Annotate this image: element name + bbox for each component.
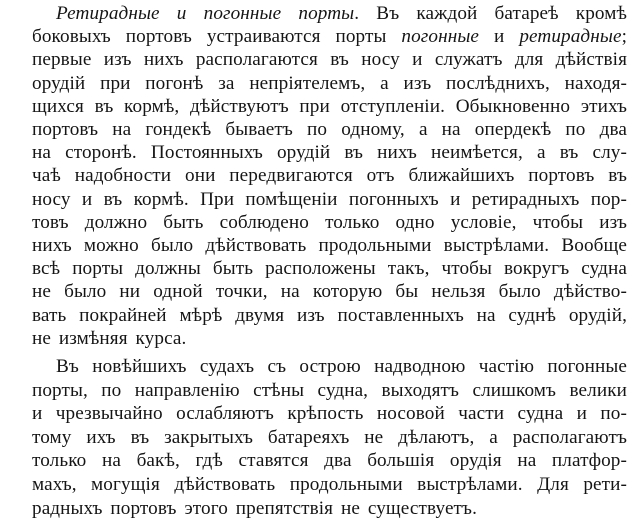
text-line xyxy=(32,163,627,189)
text-line xyxy=(32,472,627,498)
document-page xyxy=(32,0,632,523)
text-line xyxy=(32,71,627,97)
text-run: только на бакѣ, гдѣ ставятся два большія орудія на платфор- xyxy=(32,450,627,472)
text-line xyxy=(56,354,627,380)
text-line xyxy=(32,24,627,50)
text-line xyxy=(32,140,627,166)
text-run: боковыхъ портовъ устраиваются порты xyxy=(32,26,402,48)
text-run: вать покрайней мѣрѣ двумя изъ поставленныхъ на суднѣ орудій, xyxy=(32,304,627,326)
text-run: ; xyxy=(621,26,627,48)
text-run: первые изъ нихъ располагаются въ носу и служатъ для дѣйствія xyxy=(32,49,627,71)
italic-text: погонные xyxy=(401,26,480,48)
text-run: портовъ на гондекѣ бываетъ по одному, а на опердекѣ по два xyxy=(32,119,627,140)
text-line xyxy=(32,256,627,282)
text-run: не было ни одной точки, на которую бы нельзя было дѣйство- xyxy=(32,281,627,303)
text-run: орудій при погонѣ за непріятелемъ, а изъ послѣднихъ, находя- xyxy=(32,72,627,94)
text-line xyxy=(32,117,627,143)
text-run: и чрезвычайно ослабляютъ крѣпость носовой части судна и по- xyxy=(32,403,627,425)
text-run: . Въ каждой батареѣ кромѣ xyxy=(354,3,627,24)
text-line xyxy=(32,187,627,213)
text-run: махъ, могущія дѣйствовать продольными выстрѣлами. Для рети- xyxy=(32,474,627,495)
text-run: товъ должно быть соблюдено только одно условіе, чтобы изъ xyxy=(32,211,627,233)
italic-text: Ретирадные и погонные порты xyxy=(56,3,355,24)
text-line xyxy=(32,448,627,474)
text-line xyxy=(32,303,627,329)
text-line xyxy=(32,233,627,259)
italic-text: ретирадные xyxy=(519,26,622,48)
text-line xyxy=(32,425,627,451)
text-run: порты, по направленію стѣны судна, выходятъ слишкомъ велики xyxy=(32,379,627,401)
text-run: тому ихъ въ закрытыхъ батареяхъ не дѣлаютъ, а располагаютъ xyxy=(32,426,627,448)
text-line xyxy=(32,279,627,305)
text-run: на сторонѣ. Постоянныхъ орудій въ нихъ неимѣется, а въ слу- xyxy=(32,142,627,164)
text-line xyxy=(32,94,627,120)
text-run: носу и въ кормѣ. При помѣщеніи погонныхъ и ретирадныхъ пор- xyxy=(32,188,627,210)
text-run: чаѣ надобности они передвигаются отъ ближайшихъ портовъ въ xyxy=(32,165,627,187)
text-run: Въ новѣйшихъ судахъ съ острою надводною частію погонные xyxy=(56,356,627,377)
text-run: радныхъ портовъ этого препятствія не существуетъ. xyxy=(32,497,477,519)
text-line xyxy=(32,401,627,427)
text-run: и xyxy=(479,26,520,48)
text-line xyxy=(56,1,627,27)
text-run: не измѣняя курса. xyxy=(32,327,187,349)
text-run: щихся въ кормѣ, дѣйствуютъ при отступленіи. Обыкновенно этихъ xyxy=(32,95,627,117)
text-line xyxy=(32,47,627,73)
text-line xyxy=(32,210,627,236)
text-line xyxy=(32,496,477,522)
text-line xyxy=(32,378,627,404)
text-line xyxy=(32,326,186,352)
text-run: нихъ можно было дѣйствовать продольными выстрѣлами. Вообще xyxy=(32,235,627,256)
text-run: всѣ порты должны быть расположены такъ, чтобы вокругъ судна xyxy=(32,258,627,280)
